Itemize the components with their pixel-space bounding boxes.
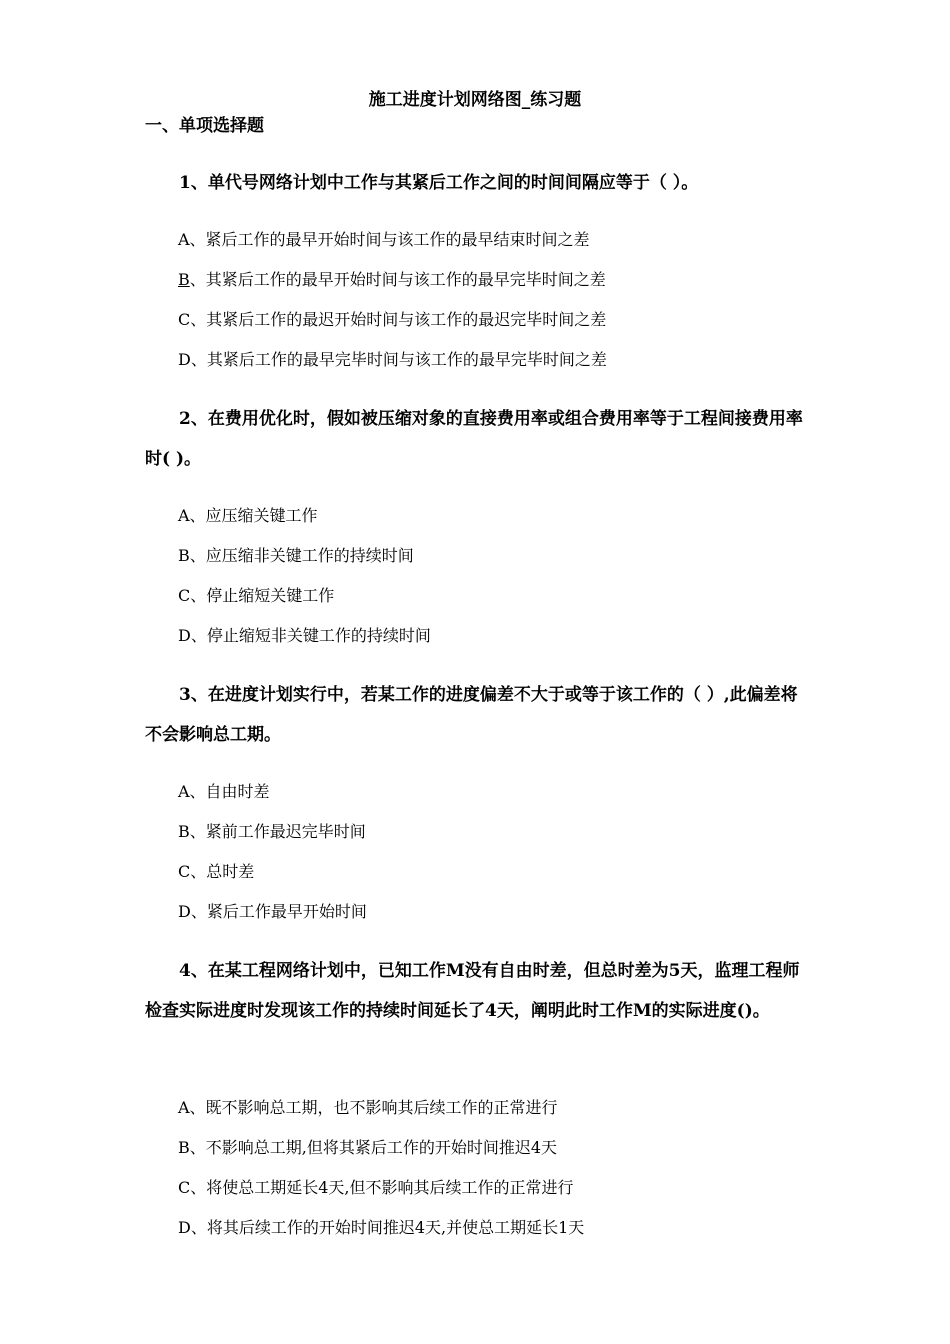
page-title: 施工进度计划网络图_练习题 [368, 90, 582, 110]
question-1: 1、单代号网络计划中工作与其紧后工作之间的时间间隔应等于（ ）。 [179, 173, 699, 193]
q3-option-a: A、自由时差 [178, 782, 270, 801]
q2-option-b: B、应压缩非关键工作的持续时间 [178, 546, 414, 565]
q2-option-d: D、停止缩短非关键工作的持续时间 [178, 626, 431, 645]
q1-option-a: A、紧后工作的最早开始时间与该工作的最早结束时间之差 [178, 230, 590, 249]
q3-option-c: C、总时差 [178, 862, 255, 881]
q4-option-c: C、将使总工期延长4天,但不影响其后续工作的正常进行 [178, 1178, 574, 1197]
q2-option-c: C、停止缩短关键工作 [178, 586, 335, 605]
q4-option-a: A、既不影响总工期，也不影响其后续工作的正常进行 [178, 1098, 558, 1117]
q1-option-d: D、其紧后工作的最早完毕时间与该工作的最早完毕时间之差 [178, 350, 607, 369]
q3-option-b: B、紧前工作最迟完毕时间 [178, 822, 366, 841]
q1-option-b-text: 、其紧后工作的最早开始时间与该工作的最早完毕时间之差 [189, 270, 606, 289]
q1-option-b [178, 268, 606, 292]
q1-option-b-letter: B [178, 270, 190, 289]
q4-option-d: D、将其后续工作的开始时间推迟4天,并使总工期延长1天 [178, 1218, 585, 1237]
q4-option-b: B、不影响总工期,但将其紧后工作的开始时间推迟4天 [178, 1138, 558, 1157]
question-4: 4、在某工程网络计划中，已知工作M没有自由时差，但总时差为5天，监理工程师检查实际进度时发现该工作的持续时间延长了4天，阐明此时工作M的实际进度()。 [145, 961, 800, 1021]
q2-option-a: A、应压缩关键工作 [178, 506, 318, 525]
q1-option-c: C、其紧后工作的最迟开始时间与该工作的最迟完毕时间之差 [178, 310, 607, 329]
question-3: 3、在进度计划实行中，若某工作的进度偏差不大于或等于该工作的（ ）,此偏差将不会影响总工期。 [145, 685, 798, 745]
q3-option-d: D、紧后工作最早开始时间 [178, 902, 367, 921]
question-2: 2、在费用优化时，假如被压缩对象的直接费用率或组合费用率等于工程间接费用率时( )。 [145, 409, 803, 469]
section-heading: 一、单项选择题 [145, 116, 264, 136]
